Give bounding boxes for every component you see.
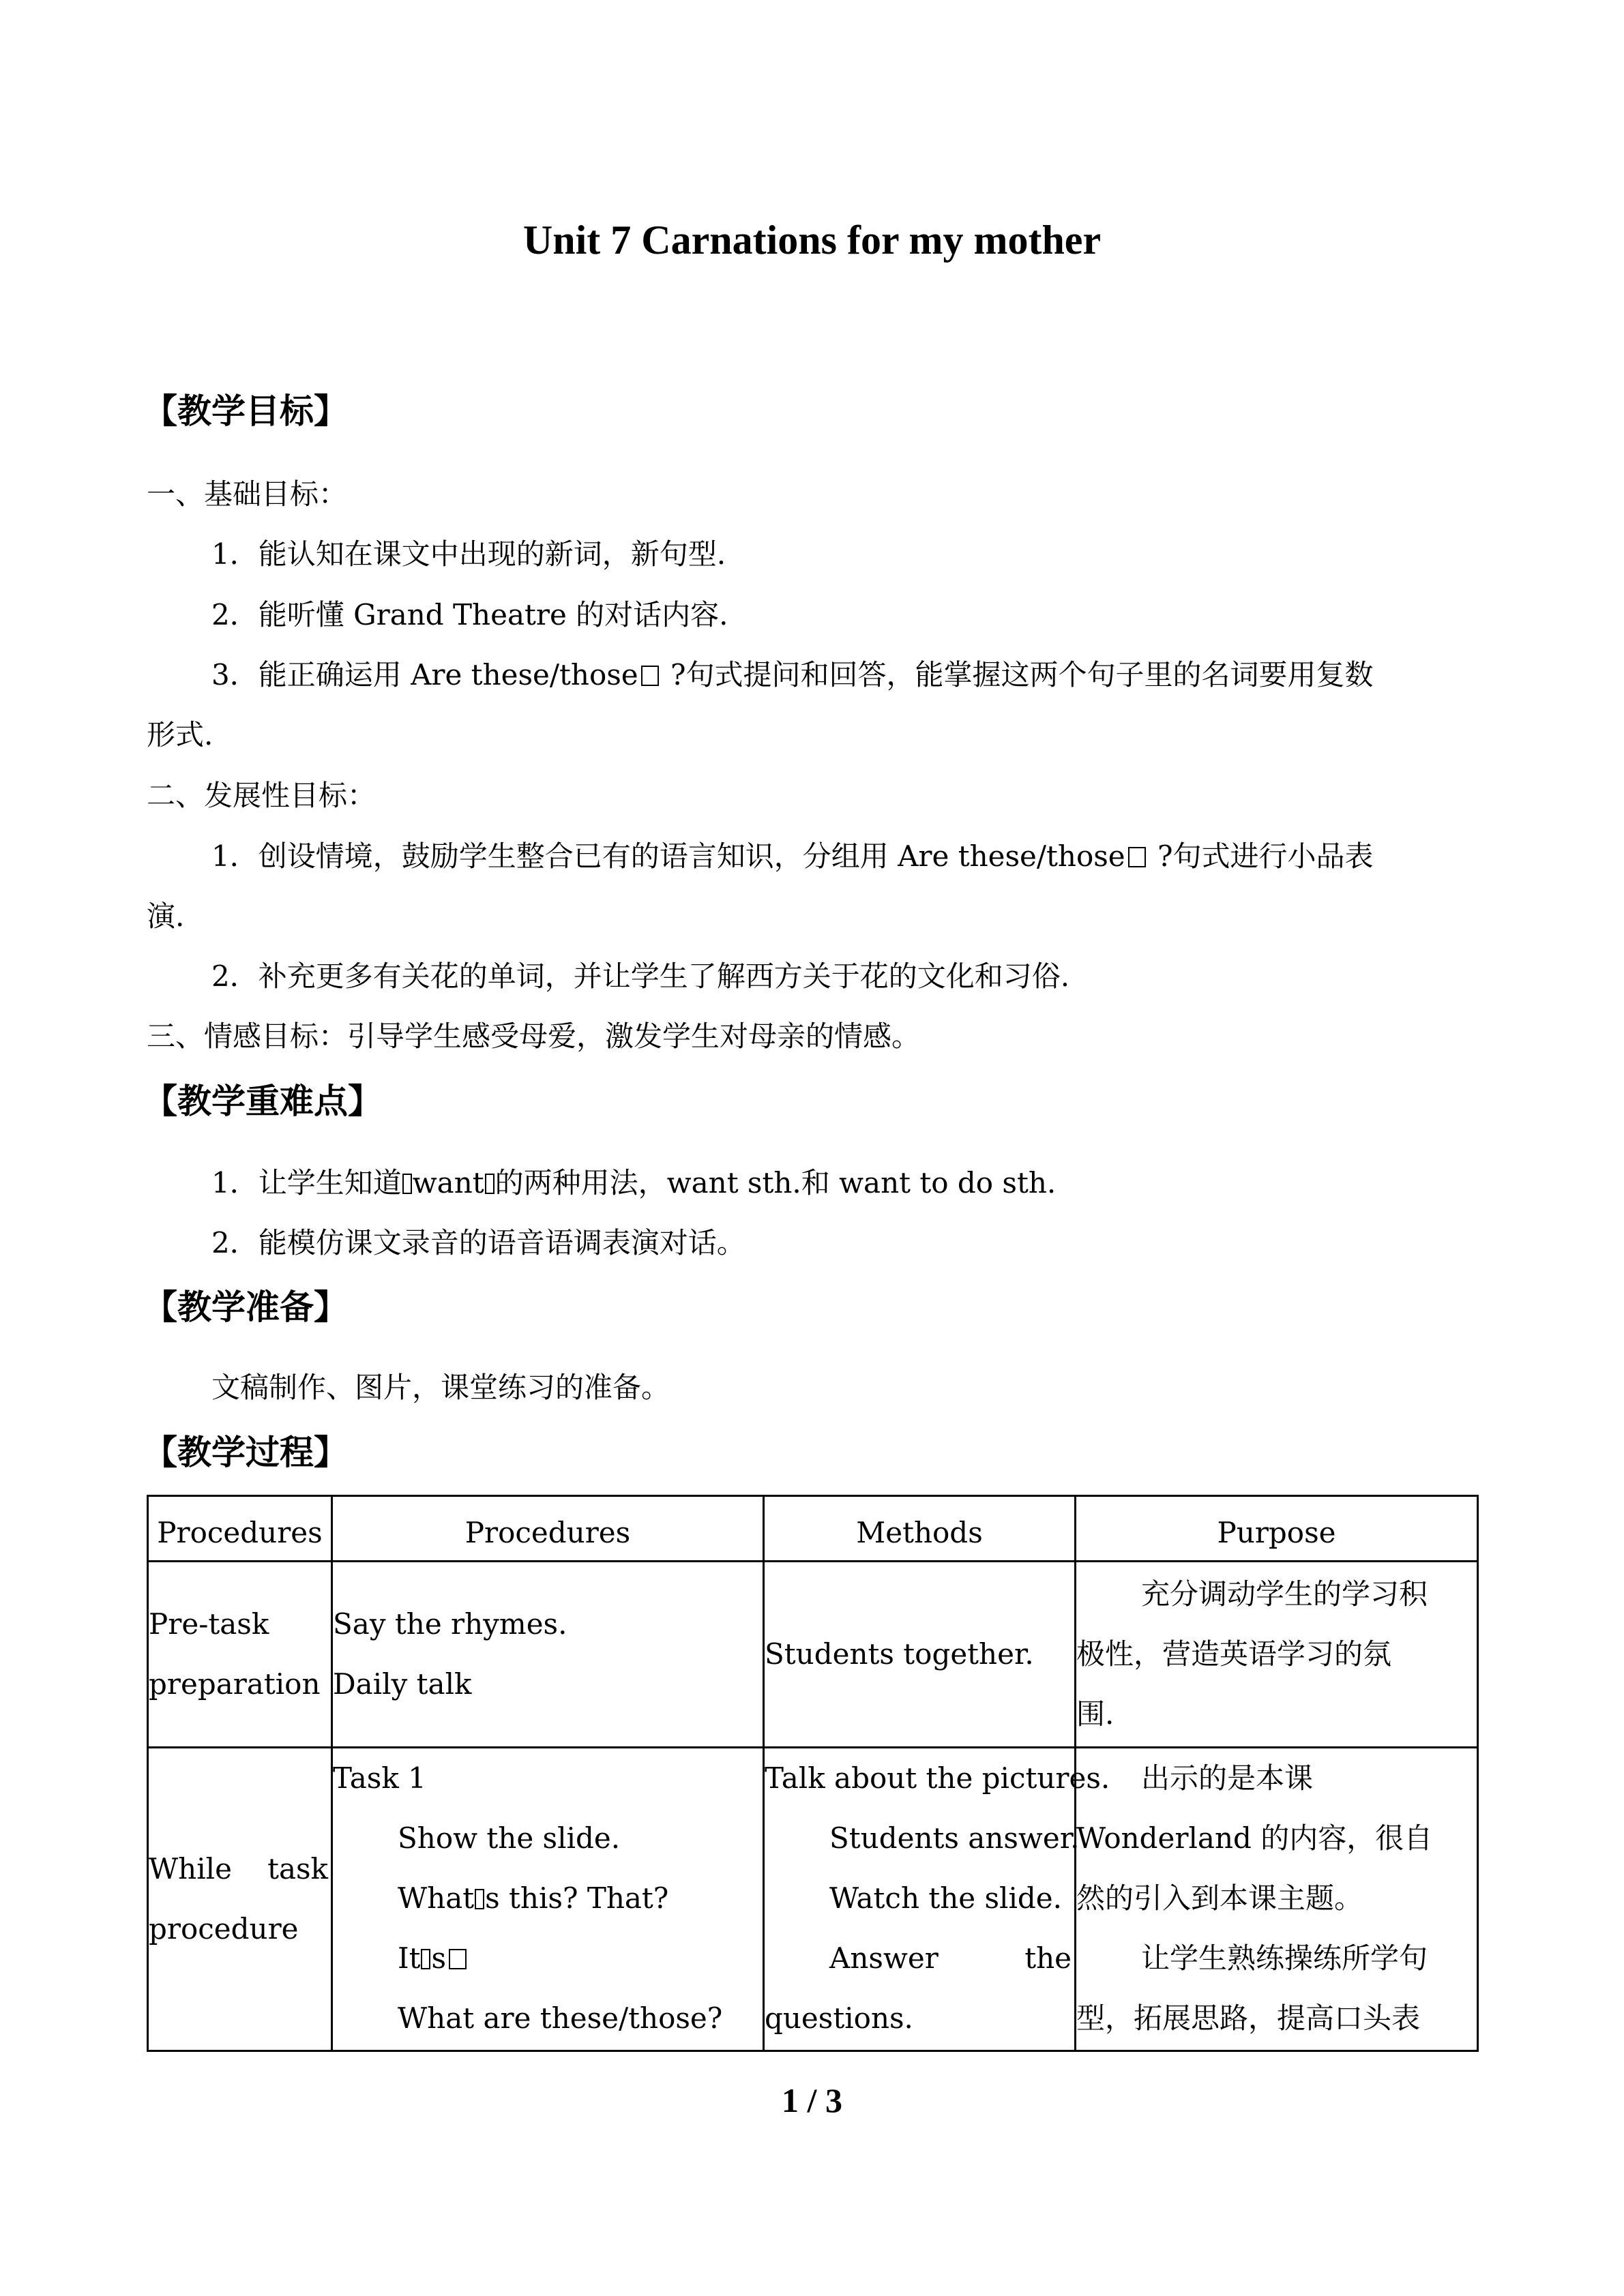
page-number: 1 / 3 <box>782 2081 842 2119</box>
row2-purpose-line1: 出示的是本课 <box>1141 1761 1314 1795</box>
key-point-1 <box>211 1163 1056 1204</box>
row2-stage <box>148 1748 332 2051</box>
row2-proc-what <box>333 1868 763 1928</box>
key-point-1-text-a: 1．让学生知道 <box>211 1166 402 1199</box>
heading-preparation: 【教学准备】 <box>143 1287 348 1327</box>
row2-purpose-line3: 然的引入到本课主题。 <box>1076 1881 1363 1915</box>
basic-objective-3-text-a: 3．能正确运用 Are these/those <box>211 658 638 691</box>
row2-method-watch: Watch the slide. <box>829 1881 1063 1915</box>
placeholder-box <box>475 1889 484 1909</box>
row2-methods <box>764 1748 1110 2051</box>
placeholder-box <box>641 666 659 686</box>
dev-objective-2: 2．补充更多有关花的单词，并让学生了解西方关于花的文化和习俗. <box>211 959 1070 993</box>
row2-purpose-line5: 型，拓展思路，提高口头表 <box>1076 2001 1421 2035</box>
row2-proc-what-b: s this? That? <box>485 1881 669 1915</box>
row2-procedures <box>332 1748 764 2051</box>
row2-method-answer-word: Answer <box>829 1941 939 1975</box>
header-procedures: Procedures <box>332 1496 764 1562</box>
header-purpose: Purpose <box>1076 1496 1478 1562</box>
row2-proc-its <box>333 1928 763 1988</box>
row2-method-answer: Students answer. <box>829 1821 1080 1855</box>
row2-proc-its-a: It <box>398 1941 421 1975</box>
preparation-text: 文稿制作、图片，课堂练习的准备。 <box>211 1371 670 1404</box>
table-row <box>148 1748 1478 2051</box>
row1-proc-line2: Daily talk <box>333 1667 472 1701</box>
row2-method-questions: questions. <box>765 2001 913 2035</box>
row2-stage-line1 <box>149 1839 331 1899</box>
basic-objective-3-text-b: ?句式提问和回答，能掌握这两个句子里的名词要用复数 <box>661 658 1374 691</box>
row1-stage <box>148 1562 332 1748</box>
row2-method-answer-the <box>765 1928 1074 1988</box>
placeholder-box <box>421 1949 430 1969</box>
placeholder-box <box>485 1174 494 1194</box>
key-point-1-text-c: 的两种用法，want sth.和 want to do sth. <box>494 1166 1057 1199</box>
row2-proc-what-a: What <box>398 1881 475 1915</box>
row2-proc-task: Task 1 <box>333 1761 426 1795</box>
row2-purpose-line2: Wonderland 的内容，很自 <box>1076 1821 1433 1855</box>
row2-stage-word1: While <box>149 1852 232 1885</box>
dev-objective-1-text-a: 1．创设情境，鼓励学生整合已有的语言知识，分组用 Are these/those <box>211 839 1125 873</box>
basic-objective-3 <box>211 655 1374 696</box>
procedure-table <box>147 1495 1479 2052</box>
placeholder-box <box>402 1174 412 1194</box>
row2-method-the: the <box>1024 1941 1072 1975</box>
row2-proc-show: Show the slide. <box>398 1821 621 1855</box>
row2-method-talk: Talk about the pictures. <box>765 1761 1110 1795</box>
row1-purpose-line3: 围. <box>1076 1697 1114 1731</box>
row1-stage-line2: preparation <box>149 1667 321 1701</box>
row1-purpose <box>1076 1562 1478 1748</box>
placeholder-box <box>449 1949 467 1969</box>
header-methods: Methods <box>764 1496 1076 1562</box>
dev-objectives-heading: 二、发展性目标： <box>147 779 377 812</box>
emotion-objective: 三、情感目标：引导学生感受母爱，激发学生对母亲的情感。 <box>147 1019 921 1053</box>
dev-objective-1-continued: 演. <box>147 899 185 933</box>
key-point-2: 2．能模仿课文录音的语音语调表演对话。 <box>211 1226 745 1259</box>
header-stage: Procedures <box>148 1496 332 1562</box>
row2-purpose <box>1076 1748 1478 2051</box>
table-row <box>148 1562 1478 1748</box>
row2-proc-what-are: What are these/those? <box>398 2001 723 2035</box>
heading-objectives: 【教学目标】 <box>143 391 348 431</box>
dev-objective-1 <box>211 836 1374 877</box>
row1-purpose-line1: 充分调动学生的学习积 <box>1141 1577 1428 1611</box>
row2-stage-line2: procedure <box>149 1912 299 1945</box>
basic-objectives-heading: 一、基础目标： <box>147 477 348 511</box>
row2-proc-its-b: s <box>431 1941 447 1975</box>
dev-objective-1-text-b: ?句式进行小品表 <box>1148 839 1374 873</box>
heading-key-points: 【教学重难点】 <box>143 1081 382 1121</box>
key-point-1-text-b: want <box>412 1166 484 1199</box>
basic-objective-3-continued: 形式. <box>147 718 213 751</box>
placeholder-box <box>1128 847 1146 867</box>
table-header-row <box>148 1496 1478 1562</box>
row2-stage-word2: task <box>267 1852 328 1885</box>
document-title: Unit 7 Carnations for my mother <box>522 218 1102 263</box>
basic-objective-1: 1．能认知在课文中出现的新词，新句型. <box>211 537 726 571</box>
row1-proc-line1: Say the rhymes. <box>333 1607 567 1641</box>
row1-procedures <box>332 1562 764 1748</box>
row1-purpose-line2: 极性，营造英语学习的氛 <box>1076 1637 1392 1671</box>
row1-stage-line1: Pre-task <box>149 1607 269 1641</box>
basic-objective-2: 2．能听懂 Grand Theatre 的对话内容. <box>211 598 728 631</box>
row2-purpose-line4: 让学生熟练操练所学句 <box>1141 1941 1428 1975</box>
row1-method: Students together. <box>764 1562 1076 1748</box>
heading-process: 【教学过程】 <box>143 1432 348 1472</box>
